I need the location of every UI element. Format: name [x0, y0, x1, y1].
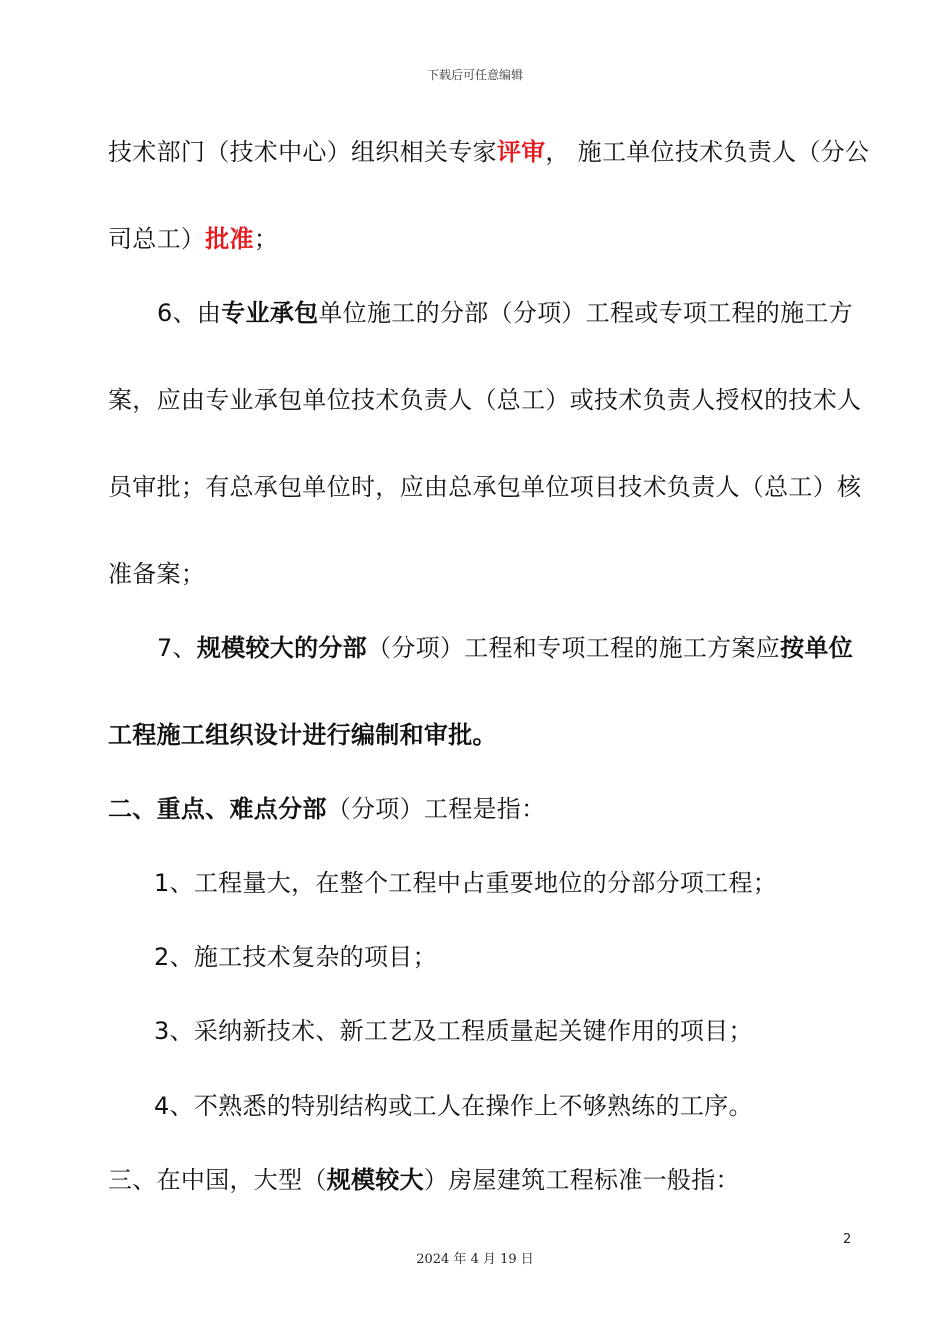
highlight-text: 批准	[205, 225, 254, 253]
text-run: ， 施工单位技术负责人（分公	[545, 138, 870, 166]
text-run: 三、在中国，大型（	[108, 1166, 327, 1194]
paragraph-line	[108, 136, 869, 168]
bold-text: 规模较大的分部	[196, 634, 367, 662]
page-footer-date: 2024 年 4 月 19 日	[416, 1252, 534, 1267]
text-run: 司总工）	[108, 225, 206, 253]
text-run: 2、施工技术复杂的项目；	[154, 943, 437, 971]
paragraph-line	[108, 384, 861, 416]
text-run: 3、采纳新技术、新工艺及工程质量起关键作用的项目；	[154, 1017, 753, 1045]
page-number: 2	[843, 1232, 852, 1247]
page-header: 下载后可任意编辑	[426, 68, 523, 82]
text-run: 技术部门（技术中心）组织相关专家	[108, 138, 497, 166]
text-run: ）房屋建筑工程标准一般指：	[423, 1166, 740, 1194]
paragraph-line	[157, 632, 853, 664]
text-run: （分项）工程是指：	[326, 795, 546, 823]
bold-text: 工程施工组织设计进行编制和审批。	[108, 721, 497, 749]
list-item	[154, 867, 777, 899]
paragraph-line	[108, 558, 205, 590]
paragraph-line	[108, 223, 278, 255]
section-heading	[108, 793, 545, 825]
text-run: 1、工程量大，在整个工程中占重要地位的分部分项工程；	[154, 869, 778, 897]
text-run: （分项）工程和专项工程的施工方案应	[366, 634, 781, 662]
text-run: 准备案；	[108, 560, 206, 588]
list-item	[154, 1015, 753, 1047]
list-item	[154, 941, 437, 973]
text-run: 7、	[157, 634, 197, 662]
text-run: 案，应由专业承包单位技术负责人（总工）或技术负责人授权的技术人	[108, 386, 862, 414]
bold-text: 专业承包	[221, 299, 319, 327]
text-run: 员审批；有总承包单位时，应由总承包单位项目技术负责人（总工）核	[108, 473, 862, 501]
bold-text: 二、重点、难点分部	[108, 795, 327, 823]
list-item	[154, 1090, 753, 1122]
text-run: 单位施工的分部（分项）工程或专项工程的施工方	[318, 299, 853, 327]
text-run: ；	[253, 225, 279, 253]
paragraph-line	[108, 471, 861, 503]
text-run: 6、由	[157, 299, 222, 327]
paragraph-line	[108, 719, 497, 751]
paragraph-line	[157, 297, 853, 329]
section-heading	[108, 1164, 740, 1196]
bold-text: 规模较大	[326, 1166, 424, 1194]
highlight-text: 评审	[496, 138, 546, 166]
text-run: 4、不熟悉的特别结构或工人在操作上不够熟练的工序。	[154, 1092, 753, 1120]
bold-text: 按单位	[780, 634, 853, 662]
